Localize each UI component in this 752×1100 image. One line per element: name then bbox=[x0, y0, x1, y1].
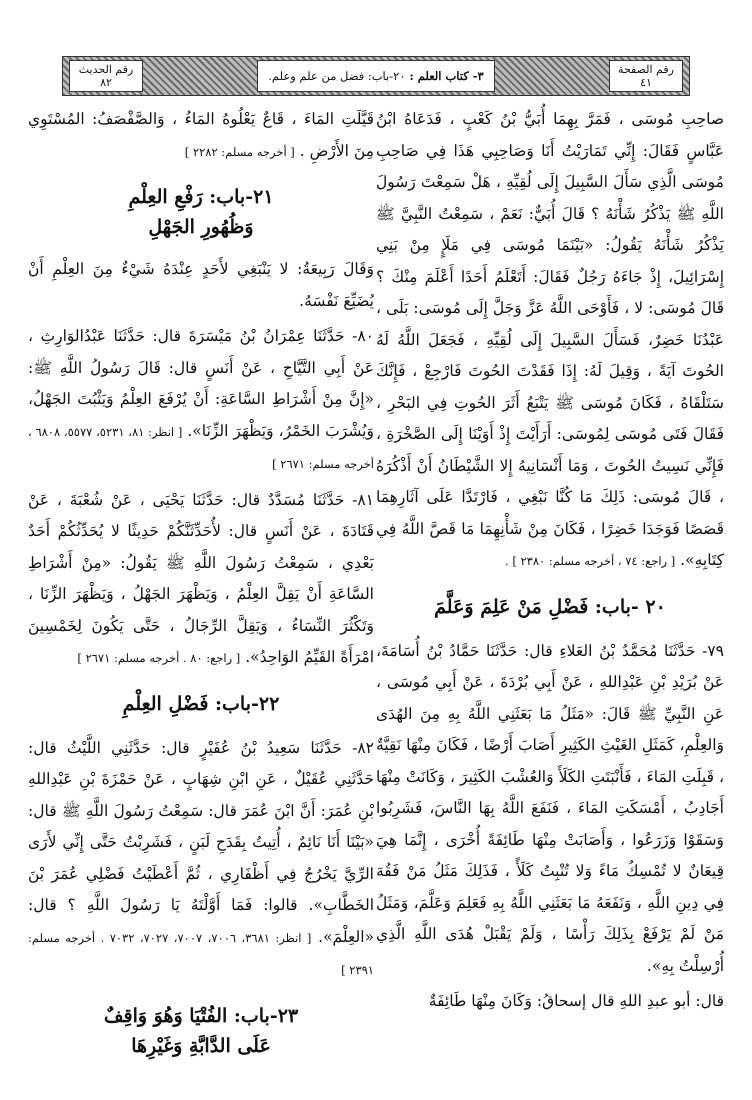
heading-line: عَلَى الدَّابَّةِ وَغَيْرِهَا bbox=[131, 1034, 271, 1057]
continued-text bbox=[28, 104, 374, 168]
left-column bbox=[28, 104, 374, 1073]
reference-note: [ أخرجه مسلم: ٢٢٨٢ ] bbox=[184, 144, 295, 159]
chapter-title-box bbox=[257, 60, 494, 92]
hadith-80 bbox=[28, 321, 374, 481]
hadith-number-box bbox=[69, 60, 143, 92]
reference-note: [ راجع: ٧٤ ، أخرجه مسلم: ٢٣٨٠ ] . bbox=[505, 554, 676, 568]
hadith-81 bbox=[28, 485, 374, 675]
hadith-text: ٨٠- حَدَّثَنَا عِمْرَانُ بْنُ مَيْسَرَةَ قال: حَدَّثَنَا عَبْدُالوَارِثِ ، عَنْ أَبِي التَّيَّاحِ ، عَنْ أَنَسٍ قال: قَالَ رَسُولُ اللَّهِ ﷺ: «إِنَّ مِنْ أَشْرَاطِ السَّاعَةِ: أَنْ يُرْفَعَ العِلْمُ وَيَثْبُتَ الجَهْلُ، وَيُشْرَبَ الخَمْرُ، وَيَظْهَرَ الزِّنَا». bbox=[28, 327, 374, 440]
page-number-box bbox=[609, 60, 683, 92]
chapter-heading-22: ٢٢-باب: فَضْلِ العِلْمِ bbox=[122, 692, 280, 715]
right-column bbox=[376, 104, 724, 1018]
hadith-79: ٧٩- حَدَّثَنَا مُحَمَّدُ بْنُ العَلاءِ قال: حَدَّثَنَا حَمَّادُ بْنُ أُسَامَةَ، عَنْ بُرَيْدِ بْنِ عَبْدِاللهِ ، عَنْ أَبِي بُرْدَةَ ، عَنْ أَبِي مُوسَى ، عَنِ النَّبِيِّ ﷺ قَالَ: «مَثَلُ مَا بَعَثَنِي اللَّهُ بِهِ مِنَ الهُدَى وَالعِلْمِ، كَمَثَلِ الغَيْثِ الكَثِيرِ أَصَابَ أَرْضًا ، فَكَانَ مِنْهَا نَقِيَّةٌ ، قَبِلَتِ المَاءَ ، فَأَنْبَتَتِ الكَلَأَ وَالعُشْبَ الكَثِيرَ ، وَكَانَتْ مِنْهَا أَجَادِبُ ، أَمْسَكَتِ المَاءَ ، فَنَفَعَ اللَّهُ بِهَا النَّاسَ، فَشَرِبُوا وَسَقَوْا وَزَرَعُوا ، وَأَصَابَتْ مِنْهَا طَائِفَةً أُخْرَى ، إِنَّمَا هِيَ قِيعَانٌ لا تُمْسِكُ مَاءً وَلا تُنْبِتُ كَلَأً ، فَذَلِكَ مَثَلُ مَنْ فَقُهَ فِي دِينِ اللَّهِ ، وَنَفَعَهُ مَا بَعَثَنِي اللَّهُ بِهِ فَعَلِمَ وَعَلَّمَ، وَمَثَلُ مَنْ لَمْ يَرْفَعْ بِذَلِكَ رَأْسًا ، وَلَمْ يَقْبَلْ هُدَى اللَّهِ الَّذِي أُرْسِلْتُ بِهِ». bbox=[376, 641, 724, 975]
hadith-number: ٨٢ bbox=[100, 76, 112, 89]
reference-note: [ انظر: ٨١، ٥٢٣١، ٥٥٧٧، ٦٨٠٨ ، أخرجه مسلم: ٢٦٧١ ] bbox=[28, 424, 374, 471]
hadith-number-label: رقم الحديث bbox=[78, 63, 134, 76]
page-number-label: رقم الصفحة bbox=[618, 63, 674, 76]
reference-note: [ انظر: ٣٦٨١، ٧٠٠٦، ٧٠٠٧، ٧٠٢٧، ٧٠٣٢ . أخرجه مسلم: ٢٣٩١ ] bbox=[28, 930, 374, 977]
page-number: ٤١ bbox=[640, 76, 652, 89]
reference-note: [ راجع: ٨٠ . أخرجه مسلم: ٢٦٧١ ] bbox=[77, 651, 241, 665]
book-title: ٣- كتاب العلم : bbox=[409, 68, 484, 83]
hadith-79-note: قال: أبو عبدِ اللهِ قال إسحاقُ: وَكَانَ مِنْهَا طَائِفَةٌ bbox=[428, 992, 724, 1010]
narration-text: صاحِبِ مُوسَى ، فَمَرَّ بِهِمَا أُبَيُّ بْنُ كَعْبٍ ، فَدَعَاهُ ابْنُ عَبَّاسٍ فَقَالَ: إِنِّي تَمَارَيْتُ أَنَا وَصَاحِبِي هَذَا فِي صَاحِبِ مُوسَى الَّذِي سَأَلَ السَّبِيلَ إِلَى لُقِيِّهِ ، هَلْ سَمِعْتَ رَسُولَ اللَّهِ ﷺ يَذْكُرُ شَأْنَهُ ؟ قَالَ أُبَيٌّ: نَعَمْ ، سَمِعْتُ النَّبِيَّ ﷺ يَذْكُرُ شَأْنَهُ يَقُولُ: «بَيْنَمَا مُوسَى فِي مَلَإٍ مِنْ بَنِي إِسْرَائِيلَ، إِذْ جَاءَهُ رَجُلٌ فَقَالَ: أَتَعْلَمُ أَحَدًا أَعْلَمَ مِنْكَ ؟ قَالَ مُوسَى: لا ، فَأَوْحَى اللَّهُ عَزَّ وَجَلَّ إِلَى مُوسَى: بَلَى ، عَبْدُنَا خَضِرٌ، فَسَأَلَ السَّبِيلَ إِلَى لُقِيِّهِ ، فَجَعَلَ اللَّهُ لَهُ الحُوتَ آيَةً ، وَقِيلَ لَهُ: إِذَا فَقَدْتَ الحُوتَ فَارْجِعْ ، فَإِنَّكَ سَتَلْقَاهُ ، فَكَانَ مُوسَى ﷺ يَتْبَعُ أَثَرَ الحُوتِ فِي البَحْرِ ، فَقَالَ فَتَى مُوسَى لِمُوسَى: أَرَأَيْتَ إِذْ أَوَيْنَا إِلَى الصَّخْرَةِ ، فَإِنِّي نَسِيتُ الحُوتَ ، وَمَا أَنْسَانِيهُ إِلا الشَّيْطَانُ أَنْ أَذْكُرَهُ ، قَالَ مُوسَى: ذَلِكَ مَا كُنَّا نَبْغِي ، فَارْتَدَّا عَلَى آثَارِهِمَا قَصَصًا فَوَجَدَا خَضِرًا ، فَكَانَ مِنْ شَأْنِهِمَا مَا قَصَّ اللَّهُ فِي كِتَابِهِ». bbox=[376, 110, 724, 569]
hadith-text: ٨٢- حَدَّثَنَا سَعِيدُ بْنُ عُفَيْرٍ قال: حَدَّثَنِي اللَّيْثُ قال: حَدَّثَنِي عُقَيْلٌ ، عَنِ ابْنِ شِهَابٍ ، عَنْ حَمْزَةَ بْنِ عَبْدِاللهِ بْنِ عُمَرَ: أَنَّ ابْنَ عُمَرَ قال: سَمِعْتُ رَسُولَ اللَّهِ ﷺ قال: «بَيْنَا أَنَا نَائِمٌ ، أُتِيتُ بِقَدَحِ لَبَنٍ ، فَشَرِبْتُ حَتَّى إِنِّي لأَرَى الرِّيَّ يَخْرُجُ فِي أَظْفَارِي ، ثُمَّ أَعْطَيْتُ فَضْلِي عُمَرَ بْنَ الخَطَّابِ». قالوا: فَمَا أَوَّلْتَهُ يَا رَسُولَ اللَّهِ ؟ قال: «العِلْمَ». bbox=[28, 738, 374, 946]
rabia-saying: وَقَالَ رَبِيعَةُ: لا يَنْبَغِي لأَحَدٍ عِنْدَهُ شَيْءٌ مِنَ العِلْمِ أَنْ يُضَيِّعَ نَفْسَهُ. bbox=[28, 260, 374, 310]
heading-line: ٢٣-باب: الفُتْيَا وَهُوَ وَاقِفٌ bbox=[103, 1004, 299, 1027]
heading-line: وَظُهُورِ الجَهْلِ bbox=[148, 216, 254, 238]
chapter-heading-21 bbox=[28, 182, 374, 242]
chapter-heading-23 bbox=[28, 1001, 374, 1061]
continued-narration bbox=[376, 104, 724, 578]
heading-line: ٢١-باب: رَفْعِ العِلْمِ bbox=[128, 186, 274, 208]
chapter-subtitle: ٢٠-باب: فضل من علم وعلم. bbox=[268, 68, 406, 83]
narration-text: قَيَّلَتِ المَاءَ ، قَاعٌ يَعْلُوهُ المَاءُ ، وَالصَّفْصَفُ: المُسْتَوِي مِنَ الأَرْضِ . bbox=[28, 110, 374, 160]
hadith-82 bbox=[28, 733, 374, 987]
page-header bbox=[62, 56, 690, 96]
chapter-heading-20: ٢٠ -باب: فَضْلِ مَنْ عَلِمَ وَعَلَّمَ bbox=[434, 595, 666, 618]
hadith-text: ٨١- حَدَّثَنَا مُسَدَّدٌ قال: حَدَّثَنَا يَحْيَى ، عَنْ شُعْبَةَ ، عَنْ قَتَادَةَ ، عَنْ أَنَسٍ قال: لأُحَدِّثَنَّكُمْ حَدِيثًا لا يُحَدِّثُكُمْ أَحَدٌ بَعْدِي ، سَمِعْتُ رَسُولَ اللَّهِ ﷺ يَقُولُ: «مِنْ أَشْرَاطِ السَّاعَةِ أَنْ يَقِلَّ العِلْمُ ، وَيَظْهَرَ الجَهْلُ ، وَيَظْهَرَ الزِّنَا ، وَتَكْثُرَ النِّسَاءُ ، وَيَقِلَّ الرِّجَالُ ، حَتَّى يَكُونَ لِخَمْسِينَ امْرَأَةً القَيِّمُ الوَاحِدُ». bbox=[28, 490, 374, 666]
